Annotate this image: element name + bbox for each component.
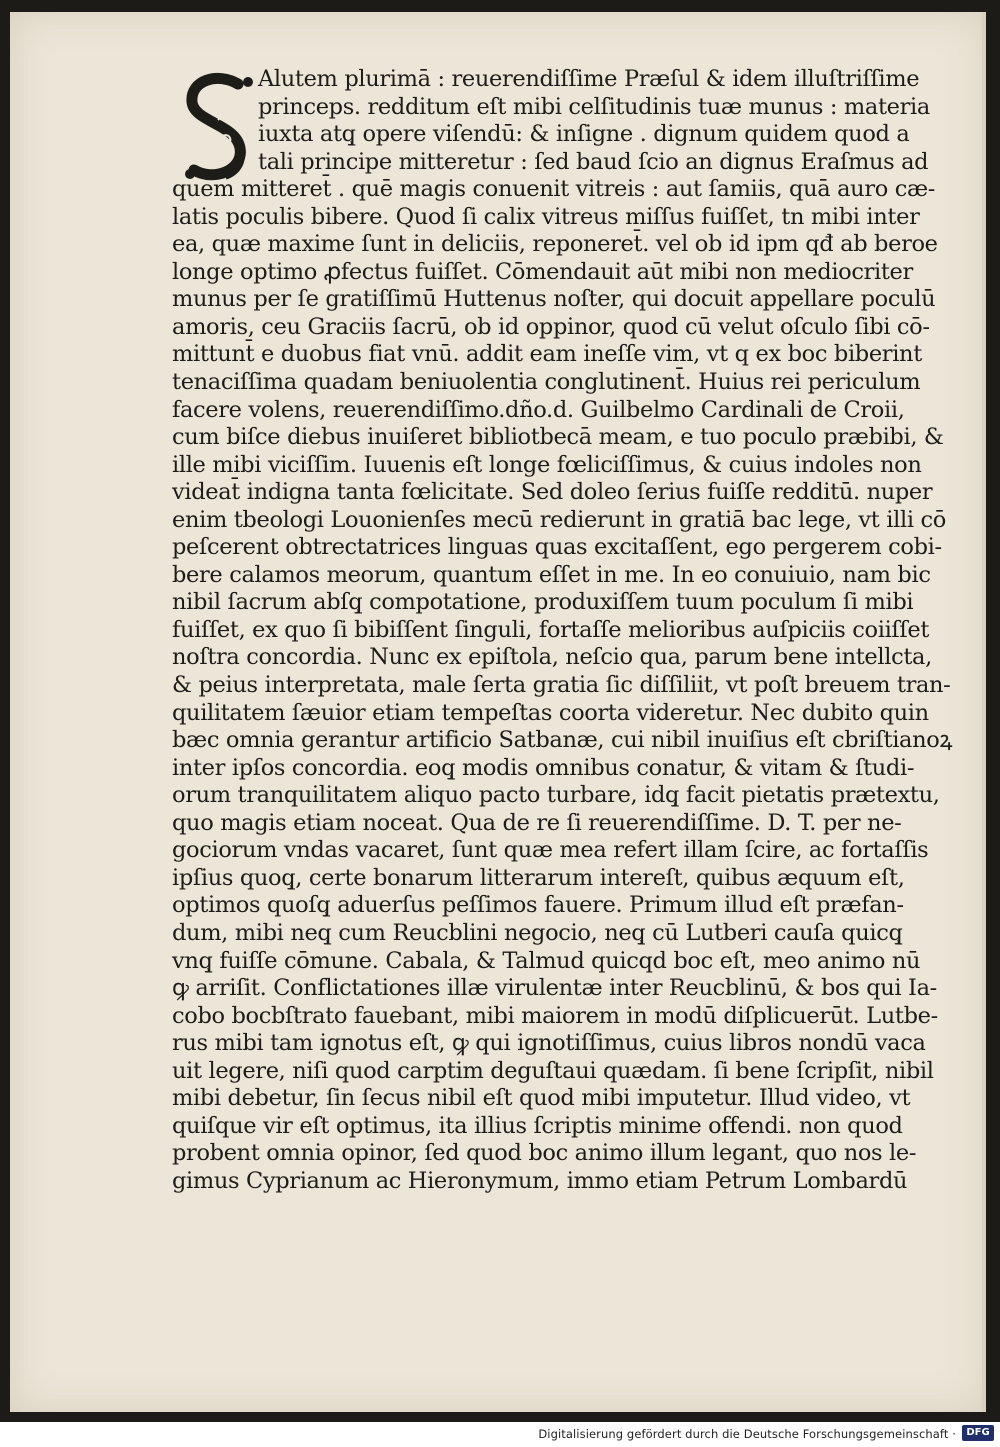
- text-line: gimus Cyprianum ac Hieronymum, immo etiam Petrum Lombardū: [172, 1167, 908, 1194]
- text-line: & peius interpretata, male ſerta gratia ſic diſſiliit, vt poſt breuem tran-: [172, 672, 951, 699]
- text-line: Alutem plurimā : reuerendiſſime Præſul & idem illuſtriſſime: [258, 66, 920, 92]
- text-line: cobo bocbſtrato fauebant, mibi maiorem in modū diſplicuerūt. Lutbe-: [172, 1002, 938, 1029]
- text-line: munus per ſe gratiſſimū Huttenus noſter, qui docuit appellare poculū: [172, 286, 936, 313]
- text-line: dum, mibi neq̧ cum Reucblini negocio, neq̧ cū Lutberi cauſa quicq̧: [172, 919, 903, 946]
- page-edge: [982, 12, 986, 1412]
- text-line: quilitatem ſæuior etiam tempeſtas coorta videretur. Nec dubito quin: [172, 699, 929, 726]
- footer-bar: [0, 1422, 1000, 1447]
- text-line: tenaciſſima quadam beniuolentia conglutinent̄. Huius rei periculum: [172, 369, 921, 396]
- text-line: princeps. redditum eſt mibi celſitudinis tuæ munus : materia: [258, 93, 930, 120]
- text-line: probent omnia opinor, ſed quod boc animo illum legant, quo nos le-: [172, 1140, 917, 1167]
- text-line: quo magis etiam noceat. Qua de re ſi reuerendiſſime. D. T. per ne-: [172, 809, 902, 836]
- text-line: inter ipſos concordia. eoq̧ modis omnibus conatur, & vitam & ſtudi-: [172, 754, 915, 781]
- text-line: bæc omnia gerantur artificio Satbanæ, cui nibil inuiſius eſt cbriſtianoꝝ: [172, 727, 953, 754]
- text-line: mittunt̄ e duobus fiat vnū. addit eam ineſſe vim, vt q ex boc biberint: [172, 341, 922, 368]
- text-line: rus mibi tam ignotus eſt, ꝙ qui ignotiſſimus, cuius libros nondū vaca: [172, 1030, 926, 1057]
- text-line: ipſius quoq̧, certe bonarum litterarum intereſt, quibus æquum eſt,: [172, 864, 905, 891]
- text-line: optimos quoſq̧ aduerſus peſſimos fauere. Primum illud eſt præfan-: [172, 892, 904, 919]
- text-line: iuxta atq̧ opere viſendū: & inſigne . dignum quidem quod a: [258, 121, 910, 148]
- text-line: amoris, ceu Graciis ſacrū, ob id oppinor, quod cū velut oſculo ſibi cō-: [172, 313, 930, 340]
- text-line: bere calamos meorum, quantum eſſet in me. In eo conuiuio, nam bic: [172, 561, 931, 588]
- text-line: quem mitteret̄ . quē magis conuenit vitreis : aut ſamiis, quā auro cæ-: [172, 176, 936, 203]
- text-line: nibil ſacrum abſq̧ compotatione, produxiſſem tuum poculum ſi mibi: [172, 589, 914, 616]
- text-line: ꝙ arriſit. Conflictationes illæ virulentæ inter Reucblinū, & bos qui Ia-: [172, 975, 937, 1002]
- text-line: vnq̧ fuiſſe cōmune. Cabala, & Talmud quicqd boc eſt, meo animo nū: [172, 947, 921, 974]
- text-line: videat̄ indigna tanta fœlicitate. Sed doleo ſerius fuiſſe redditū. nuper: [172, 479, 933, 506]
- funding-credit: Digitalisierung gefördert durch die Deutsche Forschungsgemeinschaft ·: [538, 1427, 956, 1441]
- text-line: enim tbeologi Louonienſes mecū redierunt in gratiā bac lege, vt illi cō: [172, 506, 946, 533]
- dfg-logo-icon: DFG: [962, 1425, 994, 1441]
- text-line: uit legere, niſi quod carptim deguſtaui quædam. ſi bene ſcripſit, nibil: [172, 1057, 934, 1084]
- text-line: orum tranquilitatem aliquo pacto turbare, idq̧ facit pietatis prætextu,: [172, 782, 940, 809]
- text-line: quiſque vir eſt optimus, ita illius ſcriptis minime offendi. non quod: [172, 1112, 903, 1139]
- text-line: latis poculis bibere. Quod ſi calix vitreus miſſus fuiſſet, tn mibi inter: [172, 203, 920, 230]
- text-line: fuiſſet, ex quo ſi bibiſſent ſinguli, fortaſſe melioribus auſpiciis coiiſſet: [172, 616, 930, 643]
- text-line: mibi debetur, ſin ſecus nibil eſt quod mibi imputetur. Illud video, vt: [172, 1085, 911, 1112]
- text-line: noſtra concordia. Nunc ex epiſtola, neſcio qua, parum bene intellcta,: [172, 644, 932, 671]
- text-line: peſcerent obtrectatrices linguas quas excitaſſent, ego pergerem cobi-: [172, 534, 942, 561]
- text-line: tali principe mitteretur : ſed baud ſcio an dignus Eraſmus ad: [258, 148, 929, 175]
- text-line: longe optimo ꝓfectus fuiſſet. Cōmendauit aūt mibi non mediocriter: [172, 258, 913, 285]
- text-line: cum biſce diebus inuiſeret bibliotbecā meam, e tuo poculo præbibi, &: [172, 424, 944, 451]
- text-line: ille mibi viciſſim. Iuuenis eſt longe fœliciſſimus, & cuius indoles non: [172, 451, 922, 478]
- text-line: ea, quæ maxime ſunt in deliciis, reponeret̄. vel ob id ipm qđ ab beroe: [172, 231, 938, 258]
- letter-text: [172, 66, 953, 1195]
- text-line: facere volens, reuerendiſſimo.dño.d. Guilbelmo Cardinali de Croii,: [172, 396, 905, 423]
- text-line: gociorum vndas vacaret, ſunt quæ mea refert illam ſcire, ac fortaſſis: [172, 837, 929, 864]
